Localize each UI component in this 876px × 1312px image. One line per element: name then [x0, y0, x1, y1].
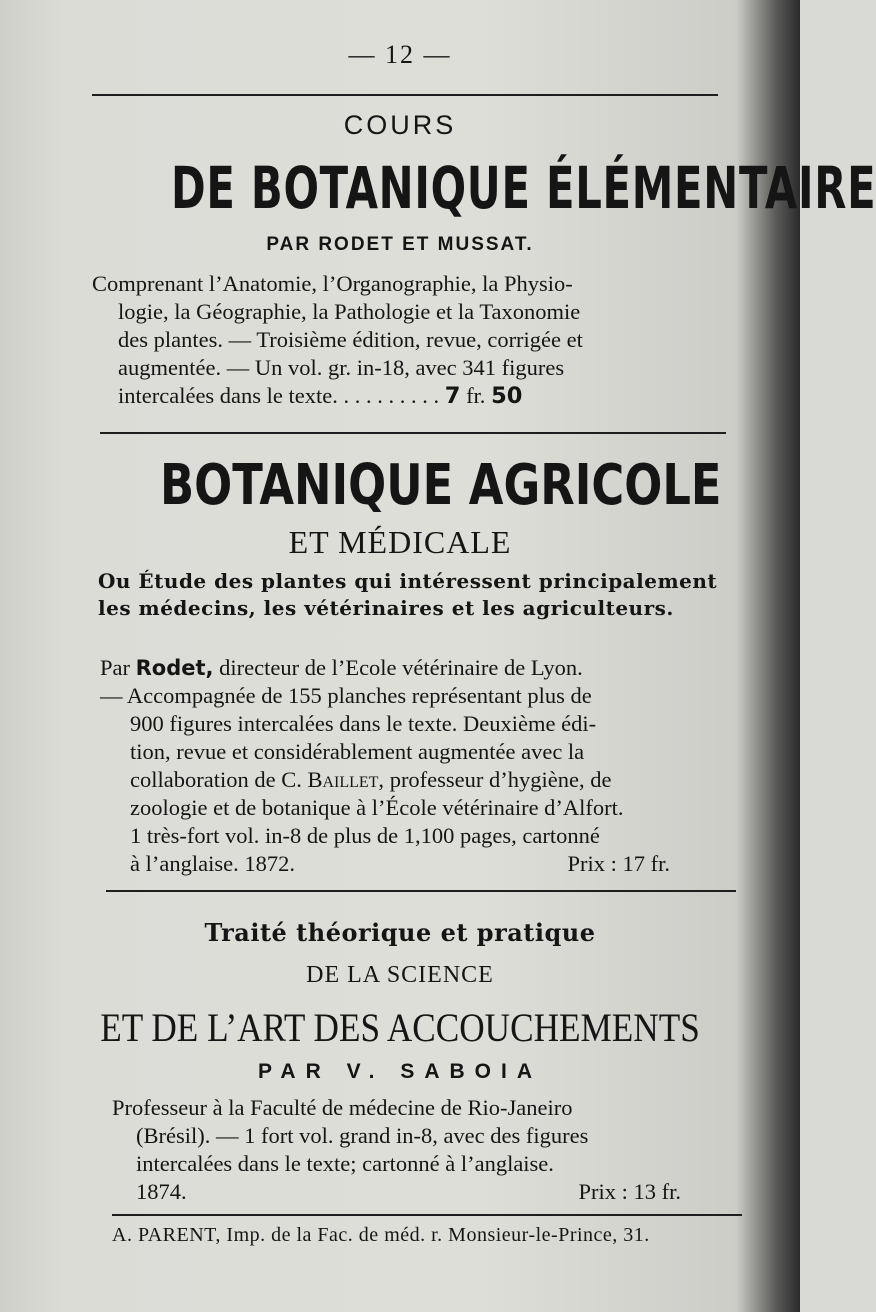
section1-authors: PAR RODET ET MUSSAT. [266, 234, 534, 255]
author-name: Rodet, [135, 656, 214, 680]
section1-heading-large: DE BOTANIQUE ÉLÉMENTAIRE [170, 154, 876, 222]
divider [112, 1214, 742, 1216]
section3-heading-sub: DE LA SCIENCE [306, 962, 494, 988]
price-line [92, 382, 732, 410]
price-unit: fr. [466, 383, 486, 408]
description-line: augmentée. — Un vol. gr. in-18, avec 341 figures [118, 355, 565, 380]
section3-authors: PAR V. SABOIA [257, 1060, 543, 1083]
price: Prix : 17 fr. [567, 851, 670, 876]
body-line: intercalées dans le texte; cartonné à l’anglaise. [136, 1151, 554, 1176]
author-prefix: Par [100, 655, 130, 680]
page-number: — 12 — [348, 40, 452, 69]
section2-heading-sub: ET MÉDICALE [288, 524, 512, 560]
description-line: Comprenant l’Anatomie, l’Organographie, la Physio- [92, 271, 573, 296]
price-number: 7 [444, 383, 461, 409]
divider [92, 94, 718, 96]
description-line: logie, la Géographie, la Pathologie et la Taxonomie [118, 299, 581, 324]
divider [100, 432, 726, 434]
price-line [100, 850, 670, 878]
edition-year: 1874. [136, 1179, 187, 1204]
collab-suffix: professeur d’hygiène, de [389, 767, 612, 792]
body-line: Professeur à la Faculté de médecine de Rio-Janeiro [112, 1095, 573, 1120]
collab-line [100, 766, 740, 794]
section2-heading-large: BOTANIQUE AGRICOLE [160, 453, 722, 518]
divider [106, 890, 736, 892]
price-line-text: intercalées dans le texte. . . . . . . . . . [118, 383, 440, 408]
edition-year: à l’anglaise. 1872. [130, 851, 295, 876]
price: Prix : 13 fr. [578, 1179, 681, 1204]
section3-body [112, 1094, 752, 1206]
section2-bold-description: Ou Étude des plantes qui intéressent principalement les médecins, les vétérinaires et les agriculteurs. [98, 569, 718, 620]
body-line: zoologie et de botanique à l’École vétérinaire d’Alfort. [130, 795, 624, 820]
printer-footer: A. PARENT, Imp. de la Fac. de méd. r. Monsieur-le-Prince, 31. [112, 1224, 650, 1246]
body-line: — Accompagnée de 155 planches représentant plus de [100, 683, 592, 708]
section3-heading-bold: Traité théorique et pratique [204, 918, 596, 947]
section3-heading-large: ET DE L’ART DES ACCOUCHEMENTS [100, 1005, 700, 1050]
price-cents: 50 [491, 383, 523, 409]
section2-body [100, 654, 740, 878]
body-line: 1 très-fort vol. in-8 de plus de 1,100 pages, cartonné [130, 823, 600, 848]
body-line: 900 figures intercalées dans le texte. Deuxième édi- [130, 711, 597, 736]
body-line: tion, revue et considérablement augmentée avec la [130, 739, 585, 764]
collab-prefix: collaboration de C. [130, 767, 302, 792]
price-line [112, 1178, 681, 1206]
author-title: directeur de l’Ecole vétérinaire de Lyon. [219, 655, 583, 680]
section1-description [92, 270, 732, 410]
author-line [100, 654, 740, 682]
description-line: des plantes. — Troisième édition, revue, corrigée et [118, 327, 583, 352]
body-line: (Brésil). — 1 fort vol. grand in-8, avec des figures [136, 1123, 589, 1148]
section1-heading-small: COURS [343, 110, 457, 140]
collab-name: Baillet, [307, 767, 385, 792]
